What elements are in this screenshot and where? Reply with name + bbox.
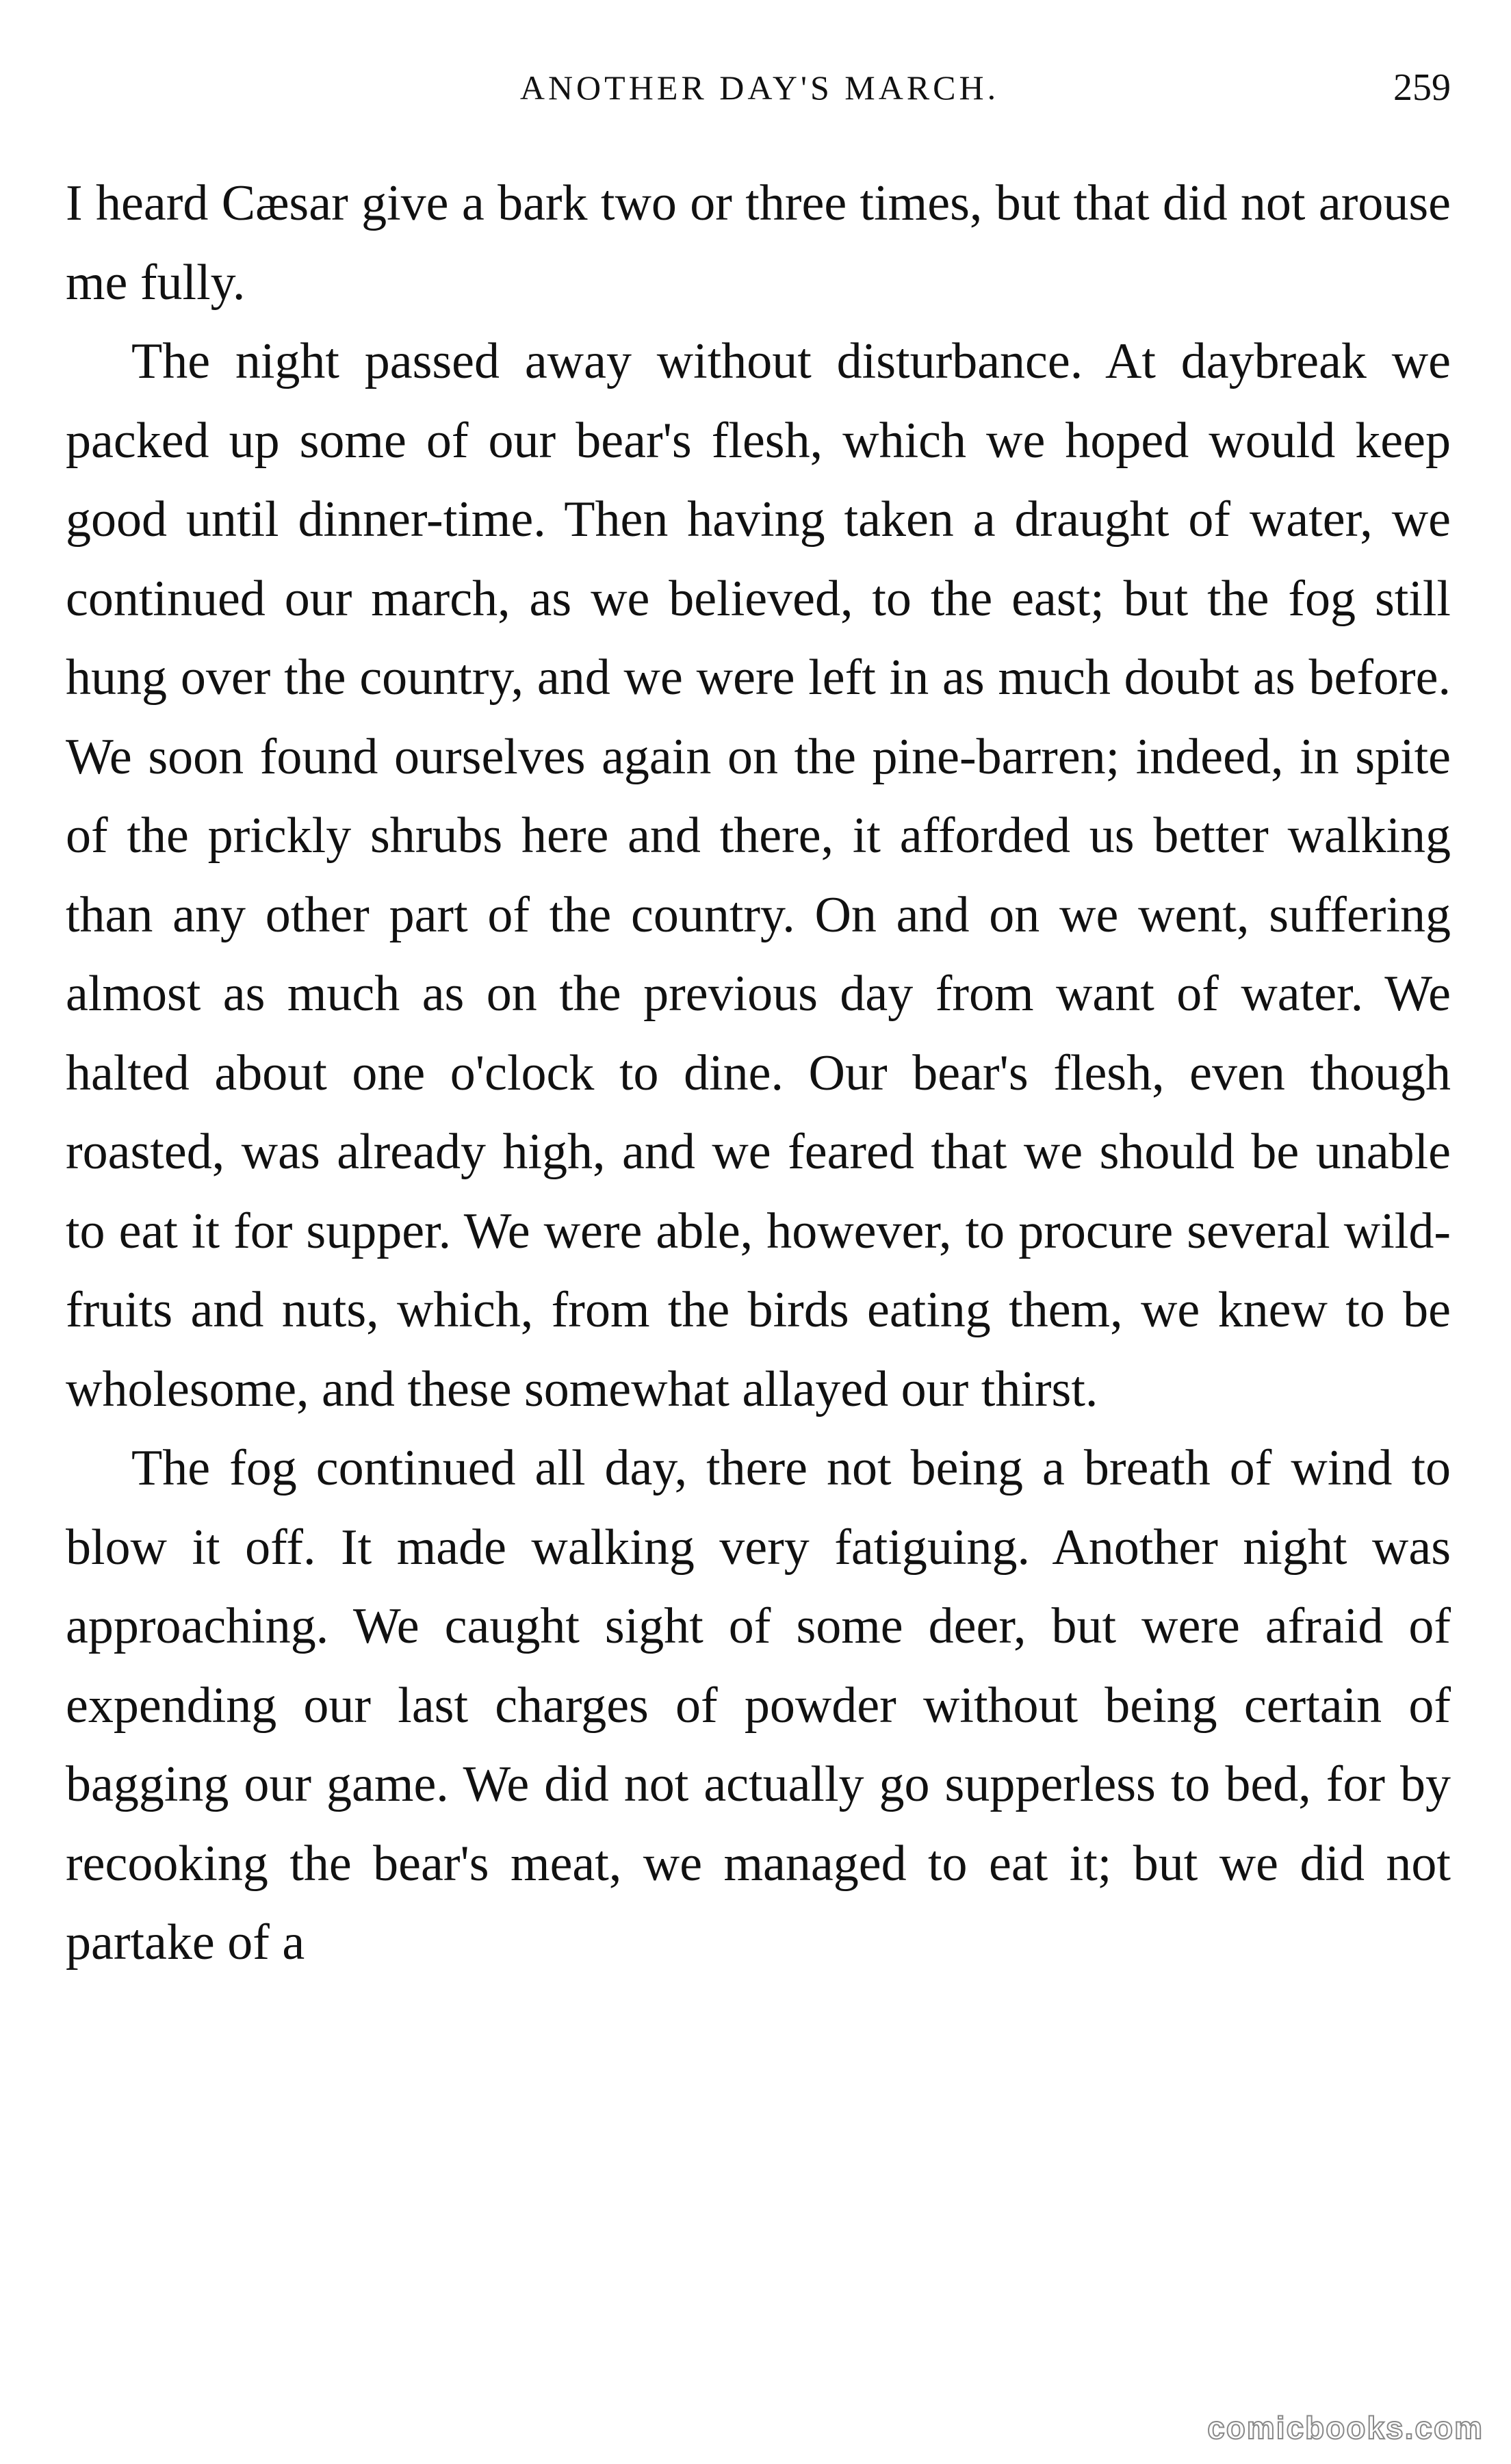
paragraph-2: The night passed away without disturbance. At daybreak we packed up some of our bear's flesh, which we hoped would keep good until dinner-time. Then having taken a draught of water, we continued our march, as we believed, to the east; but the fog still hung over the country, and we were left in as much doubt as before. We soon found ourselves again on the pine-barren; indeed, in spite of the prickly shrubs here and there, it afforded us better walking than any other part of the country. On and on we went, suffering almost as much as on the previous day from want of water. We halted about one o'clock to dine. Our bear's flesh, even though roasted, was already high, and we feared that we should be unable to eat it for supper. We were able, however, to procure several wild-fruits and nuts, which, from the birds eating them, we knew to be wholesome, and these somewhat allayed our thirst. xyxy=(66,333,1451,1417)
paragraph-1: I heard Cæsar give a bark two or three times, but that did not arouse me fully. xyxy=(66,175,1451,311)
running-title: ANOTHER DAY'S MARCH. xyxy=(519,68,1000,107)
body-text xyxy=(66,164,1451,1983)
running-head xyxy=(68,60,1451,115)
page-number: 259 xyxy=(1393,66,1451,109)
paragraph-3: The fog continued all day, there not being a breath of wind to blow it off. It made walking very fatiguing. Another night was approaching. We caught sight of some deer, but were afraid of expending our last charges of powder without being certain of bagging our game. We did not actually go supperless to bed, for by recooking the bear's meat, we managed to eat it; but we did not partake of a xyxy=(66,1440,1451,1971)
watermark: comicbooks.com xyxy=(1207,2410,1484,2446)
